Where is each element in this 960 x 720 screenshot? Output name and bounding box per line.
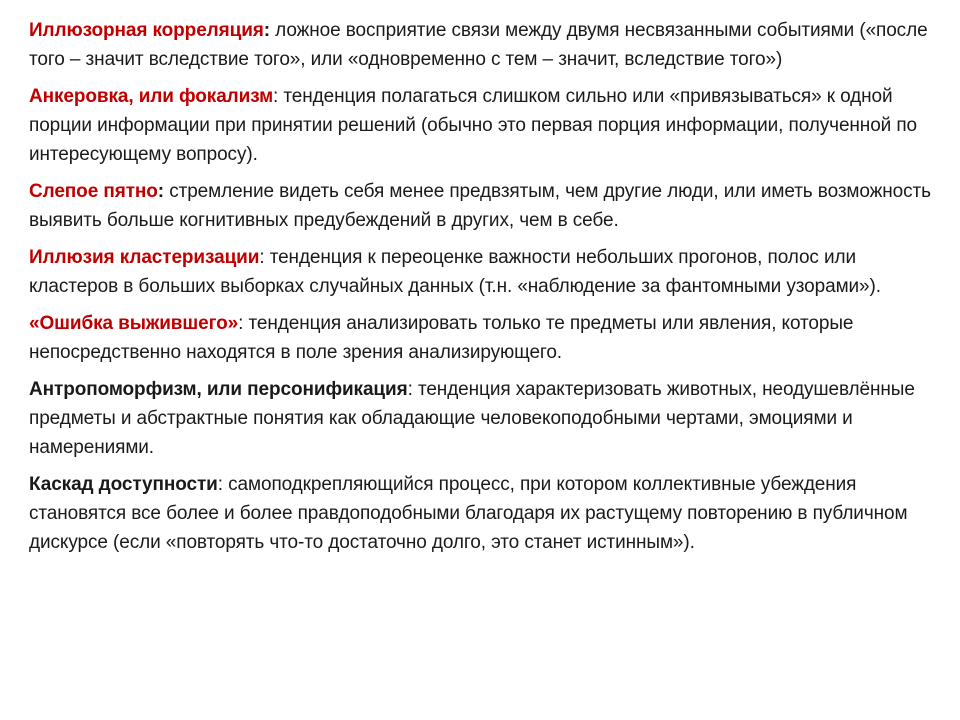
entry-clustering-illusion — [29, 243, 934, 301]
term-colon: : — [407, 379, 413, 400]
definition-survivorship-bias: тенденция анализировать только те предметы или явления, которые непосредственно находятся в поле зрения анализирующего. — [29, 313, 854, 363]
entry-availability-cascade — [29, 470, 934, 557]
entry-illusory-correlation — [29, 16, 934, 74]
term-blind-spot: Слепое пятно — [29, 181, 158, 202]
entry-anthropomorphism — [29, 375, 934, 462]
entry-blind-spot — [29, 177, 934, 235]
definition-illusory-correlation: ложное восприятие связи между двумя несвязанными событиями («после того – значит вследствие того», или «одновременно с тем – значит, вследствие того») — [29, 20, 928, 70]
slide-content — [29, 16, 934, 565]
term-colon: : — [217, 474, 223, 495]
entry-anchoring — [29, 82, 934, 169]
definition-anthropomorphism: тенденция характеризовать животных, неодушевлённые предметы и абстрактные понятия как обладающие человекоподобными чертами, эмоциями и намерениями. — [29, 379, 915, 458]
term-clustering-illusion: Иллюзия кластеризации — [29, 247, 260, 268]
term-illusory-correlation: Иллюзорная корреляция — [29, 20, 264, 41]
definition-clustering-illusion: тенденция к переоценке важности небольших прогонов, полос или кластеров в больших выборках случайных данных (т.н. «наблюдение за фантомными узорами»). — [29, 247, 881, 297]
term-availability-cascade: Каскад доступности — [29, 474, 218, 495]
term-colon: : — [157, 181, 165, 202]
term-survivorship-bias: «Ошибка выжившего» — [29, 313, 239, 334]
term-colon: : — [259, 247, 265, 268]
entry-survivorship-bias — [29, 309, 934, 367]
definition-blind-spot: стремление видеть себя менее предвзятым, чем другие люди, или иметь возможность выявить больше когнитивных предубеждений в других, чем в себе. — [29, 181, 931, 231]
term-colon: : — [273, 86, 279, 107]
term-colon: : — [263, 20, 270, 41]
definition-availability-cascade: самоподкрепляющийся процесс, при котором коллективные убеждения становятся все более и более правдоподобными благодаря их растущему повторению в публичном дискурсе (если «повторять что-то достаточно долго, это станет истинным»). — [29, 474, 908, 553]
term-anthropomorphism: Антропоморфизм, или персонификация — [29, 379, 408, 400]
term-anchoring: Анкеровка, или фокализм — [29, 86, 274, 107]
definition-anchoring: тенденция полагаться слишком сильно или «привязываться» к одной порции информации при принятии решений (обычно это первая порция информации, полученной по интересующему вопросу). — [29, 86, 918, 165]
term-colon: : — [238, 313, 244, 334]
